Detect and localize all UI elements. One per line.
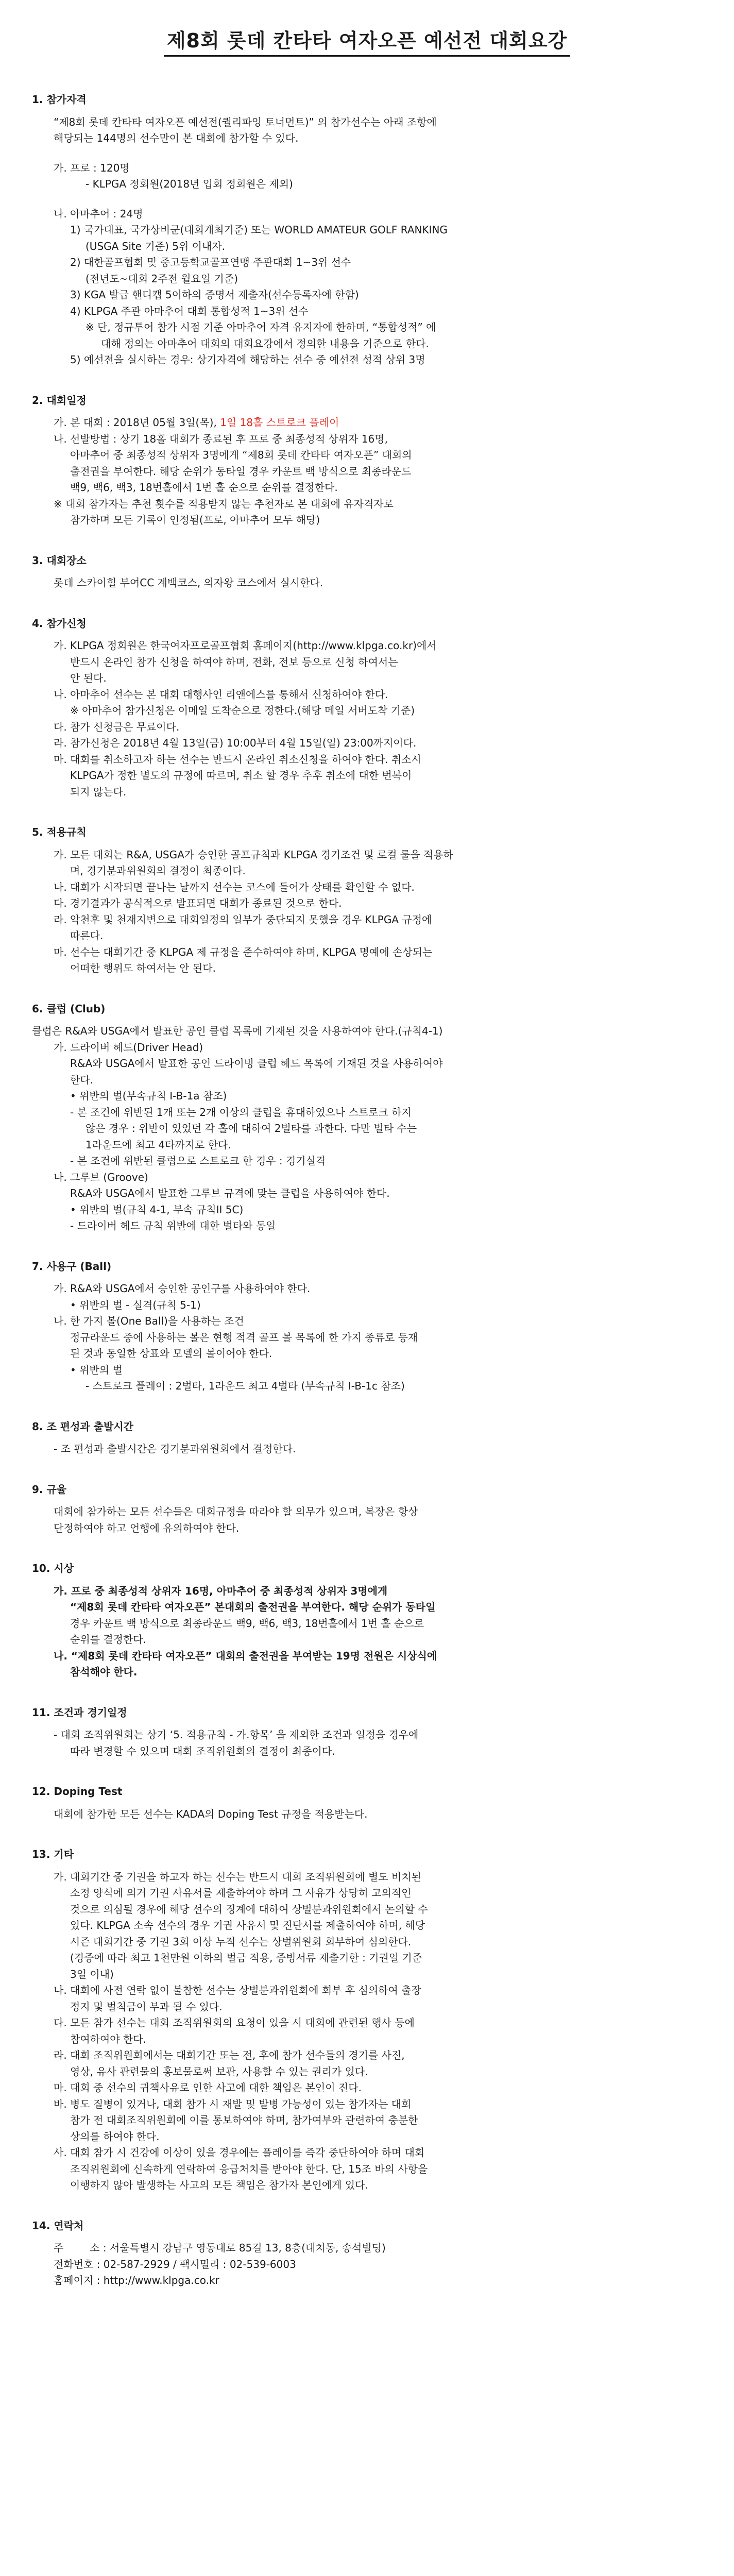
list-item: 2) 대한골프협회 및 중고등학교골프연맹 주관대회 1~3위 선수 bbox=[70, 256, 351, 268]
list-item: - 스트로크 플레이 : 2벌타, 1라운드 최고 4벌타 (부속규칙 I-B-1c 참조) bbox=[86, 1380, 405, 1392]
list-item: 가. 프로 : 120명 bbox=[54, 161, 130, 174]
bullet-item: • 위반의 벌 - 실격(규칙 5-1) bbox=[70, 1298, 201, 1311]
note: ※ 대회 참가자는 추천 횟수를 적용받지 않는 추천자로 본 대회에 유자격자로 bbox=[54, 497, 394, 510]
list-item: 이행하지 않아 발생하는 사고의 모든 책임은 참가자 본인에게 있다. bbox=[70, 2179, 368, 2191]
paragraph: 단정하여야 하고 언행에 유의하여야 한다. bbox=[54, 1521, 240, 1534]
note: 참가하며 모든 기록이 인정됨(프로, 아마추어 모두 해당) bbox=[70, 514, 320, 526]
list-item: 라. 대회 조직위원회에서는 대회기간 또는 전, 후에 참가 선수들의 경기를 사진, bbox=[54, 2049, 405, 2061]
paragraph: 정규라운드 중에 사용하는 볼은 현행 적격 골프 볼 목록에 한 가지 종류로 등재 bbox=[70, 1331, 418, 1344]
list-item: 3) KGA 발급 핸디캡 5이하의 증명서 제출자(선수등록자에 한함) bbox=[70, 289, 359, 301]
section-heading: 7. 사용구 (Ball) bbox=[32, 1260, 112, 1273]
list-item: 되지 않는다. bbox=[70, 785, 127, 798]
list-item: 나. “제8회 롯데 칸타타 여자오픈” 대회의 출전권을 부여받는 19명 전원은 시상식에 bbox=[54, 1649, 437, 1662]
contact-label: 홈페이지 : bbox=[54, 2274, 104, 2286]
note: ※ 아마추어 참가신청은 이메일 도착순으로 정한다.(해당 메일 서버도착 기준) bbox=[70, 704, 415, 717]
list-item: 가. R&A와 USGA에서 승인한 공인구를 사용하여야 한다. bbox=[54, 1282, 311, 1295]
section-heading: 5. 적용규칙 bbox=[32, 826, 87, 838]
list-item: 순위를 결정한다. bbox=[70, 1633, 146, 1646]
section-heading: 3. 대회장소 bbox=[32, 554, 87, 567]
section-pairings bbox=[32, 1419, 712, 1458]
section-heading: 11. 조건과 경기일정 bbox=[32, 1706, 127, 1719]
list-item: 1라운드에 최고 4타까지로 한다. bbox=[86, 1138, 231, 1151]
section-heading: 10. 시상 bbox=[32, 1562, 74, 1574]
section-awards bbox=[32, 1561, 712, 1681]
paragraph: 한다. bbox=[70, 1073, 93, 1086]
list-item: 상의를 하여야 한다. bbox=[70, 2130, 160, 2143]
list-item: 가. 대회기간 중 기권을 하고자 하는 선수는 반드시 대회 조직위원회에 별도 비치된 bbox=[54, 1870, 421, 1883]
list-item: 4) KLPGA 주관 아마추어 대회 통합성적 1~3위 선수 bbox=[70, 304, 309, 317]
list-item: 나. 한 가지 볼(One Ball)을 사용하는 조건 bbox=[54, 1315, 244, 1327]
list-item: 아마추어 중 최종성적 상위자 3명에게 “제8회 롯데 칸타타 여자오픈” 대회의 bbox=[70, 449, 412, 461]
list-item: 않은 경우 : 위반이 있었던 각 홀에 대하여 2벌타를 과한다. 다만 벌타 수는 bbox=[86, 1122, 417, 1134]
list-item: - 드라이버 헤드 규칙 위반에 대한 벌타와 동일 bbox=[70, 1219, 276, 1232]
note: 대해 정의는 아마추어 대회의 대회요강에서 정의한 내용을 기준으로 한다. bbox=[101, 337, 429, 350]
contact-label: 주 소 : bbox=[54, 2242, 110, 2254]
list-item: 참여하여야 한다. bbox=[70, 2032, 146, 2045]
list-item: 영상, 유사 관련물의 홍보물로써 보관, 사용할 수 있는 권리가 있다. bbox=[70, 2065, 368, 2078]
section-contact bbox=[32, 2218, 712, 2289]
section-heading: 13. 기타 bbox=[32, 1848, 74, 1860]
contact-label: 전화번호 : bbox=[54, 2258, 104, 2270]
contact-website bbox=[32, 2273, 712, 2289]
section-registration bbox=[32, 616, 712, 801]
list-item: (USGA Site 기준) 5위 이내자. bbox=[86, 240, 225, 252]
section-conditions bbox=[32, 1705, 712, 1760]
list-item: - 본 조건에 위반된 클럽으로 스트로크 한 경우 : 경기실격 bbox=[70, 1155, 326, 1167]
section-venue bbox=[32, 553, 712, 591]
contact-value: 서울특별시 강남구 영동대로 85길 13, 8층(대치동, 송석빌딩) bbox=[109, 2242, 386, 2254]
list-item: 백9, 백6, 백3, 18번홀에서 1번 홀 순으로 순위를 결정한다. bbox=[70, 481, 338, 494]
list-item: 다. 참가 신청금은 무료이다. bbox=[54, 720, 180, 733]
section-heading: 12. Doping Test bbox=[32, 1785, 123, 1798]
list-item: 며, 경기분과위원회의 결정이 최종이다. bbox=[70, 865, 246, 877]
list-item: 다. 모든 참가 선수는 대회 조직위원회의 요청이 있을 시 대회에 관련된 행사 등에 bbox=[54, 2016, 415, 2029]
list-item: 가. 드라이버 헤드(Driver Head) bbox=[54, 1041, 203, 1054]
paragraph: - 조 편성과 출발시간은 경기분과위원회에서 결정한다. bbox=[54, 1443, 296, 1455]
list-item: (경증에 따라 최고 1천만원 이하의 벌금 적용, 증빙서류 제출기한 : 기권일 기준 bbox=[70, 1952, 422, 1964]
list-item: 있다. KLPGA 소속 선수의 경우 기권 사유서 및 진단서를 제출하여야 하며, 해당 bbox=[70, 1919, 425, 1931]
paragraph: 따라 변경할 수 있으며 대회 조직위원회의 결정이 최종이다. bbox=[70, 1744, 335, 1757]
list-item: 참석해야 한다. bbox=[70, 1666, 138, 1678]
section-eligibility bbox=[32, 92, 712, 368]
schedule-date: 가. 본 대회 : 2018년 05월 3일(목), bbox=[54, 416, 220, 429]
section-ball bbox=[32, 1259, 712, 1395]
list-item: - 본 조건에 위반된 1개 또는 2개 이상의 클럽을 휴대하였으나 스트로크 하지 bbox=[70, 1106, 412, 1118]
paragraph: 대회에 참가하는 모든 선수들은 대회규정을 따라야 할 의무가 있으며, 복장은 항상 bbox=[54, 1505, 418, 1518]
paragraph: 된 것과 동일한 상표와 모델의 볼이어야 한다. bbox=[70, 1347, 272, 1360]
list-item bbox=[32, 415, 712, 431]
list-item: 3일 이내) bbox=[70, 1968, 114, 1980]
note: ※ 단, 정규투어 참가 시점 기준 아마추어 자격 유지자에 한하며, “통합성적” 에 bbox=[86, 321, 436, 333]
list-item: 나. 선발방법 : 상기 18홀 대회가 종료된 후 프로 중 최종성적 상위자 16명, bbox=[54, 432, 388, 445]
highlight-text: 1일 18홀 스트로크 플레이 bbox=[220, 416, 339, 429]
section-heading: 6. 클럽 (Club) bbox=[32, 1002, 106, 1015]
list-item: 가. 프로 중 최종성적 상위자 16명, 아마추어 중 최종성적 상위자 3명에게 bbox=[54, 1584, 388, 1597]
list-item: 참가 전 대회조직위원회에 이를 통보하여야 하며, 참가여부와 관련하여 충분한 bbox=[70, 2114, 418, 2126]
list-item: 것으로 의심될 경우에 해당 선수의 징계에 대하여 상벌분과위원회에서 논의할 수 bbox=[70, 1903, 428, 1916]
section-heading: 9. 규율 bbox=[32, 1483, 67, 1496]
section-rules bbox=[32, 824, 712, 977]
list-item: 반드시 온라인 참가 신청을 하여야 하며, 전화, 전보 등으로 신청 하여서는 bbox=[70, 655, 398, 668]
list-item: 가. KLPGA 정회원은 한국여자프로골프협회 홈페이지(http://www.klpga.co.kr)에서 bbox=[54, 639, 437, 652]
list-item: 사. 대회 참가 시 건강에 이상이 있을 경우에는 플레이를 즉각 중단하여야 하며 대회 bbox=[54, 2146, 425, 2159]
list-item: 경우 카운트 백 방식으로 최종라운드 백9, 백6, 백3, 18번홀에서 1번 홀 순으로 bbox=[70, 1617, 424, 1630]
list-item: 마. 대회를 취소하고자 하는 선수는 반드시 온라인 취소신청을 하여야 한다. 취소시 bbox=[54, 753, 421, 766]
section-heading: 8. 조 편성과 출발시간 bbox=[32, 1420, 133, 1433]
contact-value: 02-587-2929 / 팩시밀리 : 02-539-6003 bbox=[103, 2258, 296, 2270]
contact-phone bbox=[32, 2257, 712, 2273]
paragraph: 롯데 스카이힐 부여CC 계백코스, 의자왕 코스에서 실시한다. bbox=[54, 577, 323, 589]
contact-address bbox=[32, 2240, 712, 2257]
list-item: - KLPGA 정회원(2018년 입회 정회원은 제외) bbox=[86, 178, 293, 190]
list-item: 시즌 대회기간 중 기권 3회 이상 누적 선수는 상벌위원회 회부하여 심의한다. bbox=[70, 1935, 412, 1948]
list-item: 따른다. bbox=[70, 929, 104, 942]
list-item: 조직위원회에 신속하게 연락하여 응급처치를 받아야 한다. 단, 15조 바의 사항을 bbox=[70, 2162, 428, 2175]
list-item: 출전권을 부여한다. 해당 순위가 동타일 경우 카운트 백 방식으로 최종라운드 bbox=[70, 465, 412, 478]
document-body bbox=[32, 92, 712, 2313]
list-item: 다. 경기결과가 공식적으로 발표되면 대회가 종료된 것으로 한다. bbox=[54, 897, 342, 909]
section-club bbox=[32, 1001, 712, 1234]
list-item: 나. 그루브 (Groove) bbox=[54, 1171, 148, 1183]
section-heading: 2. 대회일정 bbox=[32, 394, 87, 406]
list-item: 마. 선수는 대회기간 중 KLPGA 제 규정을 준수하여야 하며, KLPGA 명예에 손상되는 bbox=[54, 945, 433, 958]
document-title: 제8회 롯데 칸타타 여자오픈 예선전 대회요강 bbox=[164, 25, 570, 57]
list-item: 라. 악천후 및 천재지변으로 대회일정의 일부가 중단되지 못했을 경우 KLPGA 규정에 bbox=[54, 913, 432, 926]
section-heading: 14. 연락처 bbox=[32, 2219, 84, 2232]
list-item: 소정 양식에 의거 기권 사유서를 제출하여야 하며 그 사유가 상당히 고의적인 bbox=[70, 1887, 412, 1899]
paragraph: “제8회 롯데 칸타타 여자오픈 예선전(퀄리파잉 토너먼트)” 의 참가선수는 아래 조항에 bbox=[54, 115, 437, 128]
list-item: 바. 병도 질병이 있거나, 대회 참가 시 재발 및 발병 가능성이 있는 참가자는 대회 bbox=[54, 2097, 412, 2110]
list-item: 마. 대회 중 선수의 귀책사유로 인한 사고에 대한 책임은 본인이 진다. bbox=[54, 2081, 362, 2094]
paragraph: - 대회 조직위원회는 상기 ‘5. 적용규칙 - 가.항목’ 을 제외한 조건과 일정을 경우에 bbox=[54, 1728, 419, 1741]
list-item: 어떠한 행위도 하여서는 안 된다. bbox=[70, 962, 216, 974]
list-item: 1) 국가대표, 국가상비군(대회개최기준) 또는 WORLD AMATEUR GOLF RANKING bbox=[70, 224, 448, 236]
bullet-item: • 위반의 벌 bbox=[70, 1363, 123, 1376]
paragraph: 대회에 참가한 모든 선수는 KADA의 Doping Test 규정을 적용받는다. bbox=[54, 1807, 368, 1820]
section-doping bbox=[32, 1784, 712, 1822]
website-link[interactable]: http://www.klpga.co.kr bbox=[103, 2274, 219, 2286]
title-block bbox=[0, 25, 734, 57]
section-schedule bbox=[32, 393, 712, 529]
list-item: KLPGA가 정한 별도의 규정에 따르며, 취소 할 경우 추후 취소에 대한 번복이 bbox=[70, 769, 412, 782]
section-misc bbox=[32, 1846, 712, 2194]
list-item: “제8회 롯데 칸타타 여자오픈” 본대회의 출전권을 부여한다. 해당 순위가 동타일 bbox=[70, 1601, 436, 1613]
list-item: 가. 모든 대회는 R&A, USGA가 승인한 골프규칙과 KLPGA 경기조건 및 로컬 룰을 적용하 bbox=[54, 848, 453, 861]
list-item: 나. 대회가 시작되면 끝나는 날까지 선수는 코스에 들어가 상태를 확인할 수 없다. bbox=[54, 880, 415, 893]
list-item: 나. 아마추어 선수는 본 대회 대행사인 리앤에스를 통해서 신청하여야 한다. bbox=[54, 688, 388, 701]
section-discipline bbox=[32, 1482, 712, 1537]
paragraph: 해당되는 144명의 선수만이 본 대회에 참가할 수 있다. bbox=[54, 132, 299, 144]
list-item: 정지 및 벌칙금이 부과 될 수 있다. bbox=[70, 2000, 223, 2013]
list-item: 나. 아마추어 : 24명 bbox=[54, 207, 143, 220]
section-heading: 4. 참가신청 bbox=[32, 617, 87, 630]
paragraph: R&A와 USGA에서 발표한 공인 드라이빙 클럽 헤드 목록에 기재된 것을 사용하여야 bbox=[70, 1057, 443, 1070]
list-item: 5) 예선전을 실시하는 경우: 상기자격에 해당하는 선수 중 예선전 성적 상위 3명 bbox=[70, 353, 425, 366]
list-item: 라. 참가신청은 2018년 4월 13일(금) 10:00부터 4월 15일(일) 23:00까지이다. bbox=[54, 737, 417, 749]
bullet-item: • 위반의 벌(규칙 4-1, 부속 규칙II 5C) bbox=[70, 1203, 244, 1216]
list-item: (전년도~대회 2주전 월요일 기준) bbox=[86, 272, 238, 285]
list-item: 안 된다. bbox=[70, 672, 107, 684]
section-heading: 1. 참가자격 bbox=[32, 93, 87, 106]
paragraph: 클럽은 R&A와 USGA에서 발표한 공인 클럽 목록에 기재된 것을 사용하여야 한다.(규칙4-1) bbox=[32, 1025, 443, 1037]
bullet-item: • 위반의 벌(부속규칙 I-B-1a 참조) bbox=[70, 1090, 227, 1102]
paragraph: R&A와 USGA에서 발표한 그루브 규격에 맞는 클럽을 사용하여야 한다. bbox=[70, 1187, 390, 1199]
list-item: 나. 대회에 사전 연락 없이 불참한 선수는 상벌분과위원회에 회부 후 심의하여 출장 bbox=[54, 1984, 421, 1996]
